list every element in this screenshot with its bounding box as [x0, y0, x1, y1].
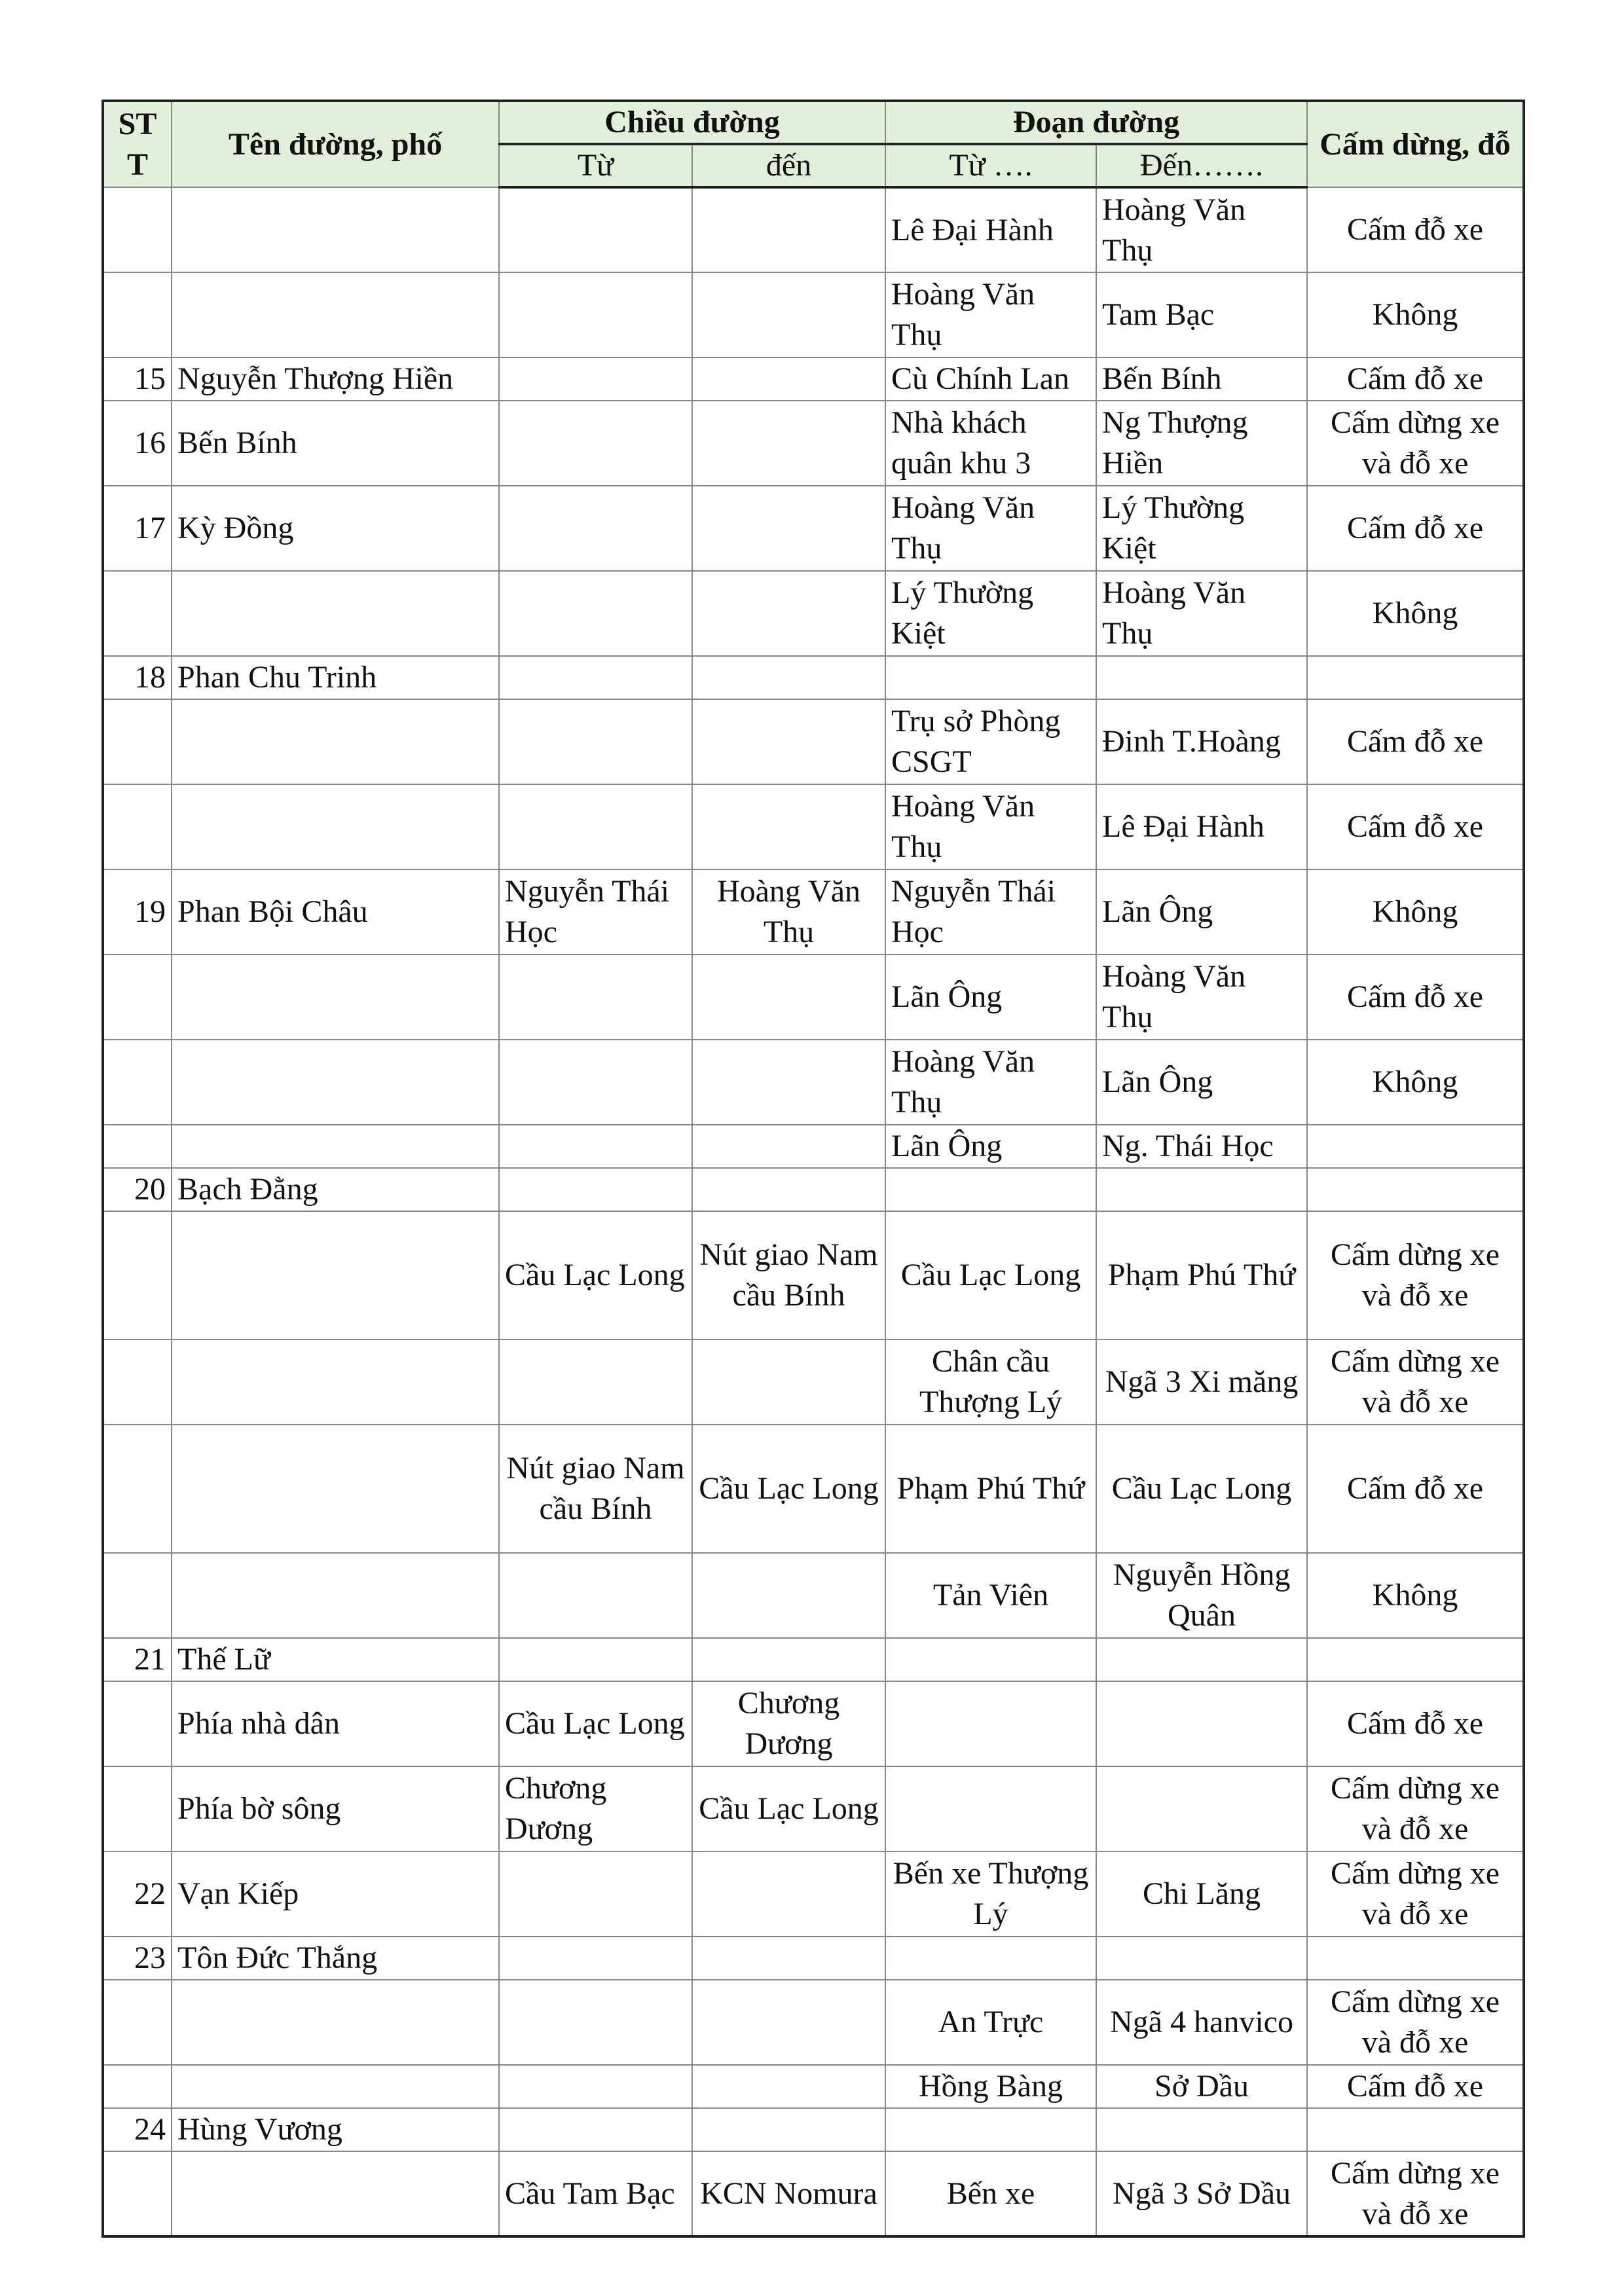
- header-direction-to: đến: [692, 144, 885, 187]
- table-row: [103, 1681, 1524, 1766]
- row-segment-to: Ngã 3 Sở Dầu: [1096, 2151, 1307, 2236]
- row-segment-from: [885, 2108, 1096, 2151]
- row-segment-to: Hoàng Văn Thụ: [1096, 571, 1307, 656]
- row-stt: [103, 1040, 172, 1125]
- row-street-name: [172, 1553, 499, 1638]
- row-segment-from: [885, 1681, 1096, 1766]
- row-stt: [103, 699, 172, 784]
- row-stt: 22: [103, 1851, 172, 1937]
- row-stt: 18: [103, 656, 172, 699]
- row-direction-to: [692, 1339, 885, 1425]
- header-direction: Chiều đường: [499, 101, 885, 144]
- header-restriction: Cấm dừng, đỗ: [1307, 101, 1524, 187]
- row-segment-from: Hoàng Văn Thụ: [885, 486, 1096, 571]
- row-direction-from: [499, 1125, 692, 1168]
- row-direction-from: [499, 955, 692, 1040]
- row-direction-from: [499, 1339, 692, 1425]
- row-stt: [103, 1980, 172, 2065]
- row-direction-to: [692, 955, 885, 1040]
- row-street-name: [172, 272, 499, 357]
- row-stt: 15: [103, 357, 172, 401]
- row-direction-from: [499, 486, 692, 571]
- row-stt: [103, 1125, 172, 1168]
- row-direction-from: Cầu Lạc Long: [499, 1681, 692, 1766]
- row-stt: [103, 1339, 172, 1425]
- table-row: [103, 869, 1524, 955]
- table-row: [103, 272, 1524, 357]
- table-row: [103, 571, 1524, 656]
- table-row: [103, 357, 1524, 401]
- row-street-name: Thế Lữ: [172, 1638, 499, 1681]
- row-street-name: [172, 1980, 499, 2065]
- row-segment-from: Lý Thường Kiệt: [885, 571, 1096, 656]
- row-segment-to: Cầu Lạc Long: [1096, 1425, 1307, 1553]
- row-restriction: Cấm đỗ xe: [1307, 486, 1524, 571]
- table-row: [103, 1766, 1524, 1851]
- row-segment-from: Lê Đại Hành: [885, 187, 1096, 272]
- row-direction-to: Hoàng Văn Thụ: [692, 869, 885, 955]
- row-restriction: Cấm dừng xe và đỗ xe: [1307, 1766, 1524, 1851]
- row-direction-from: [499, 1638, 692, 1681]
- table-row: [103, 2065, 1524, 2108]
- row-street-name: Vạn Kiếp: [172, 1851, 499, 1937]
- row-segment-to: [1096, 2108, 1307, 2151]
- row-direction-from: Cầu Tam Bạc: [499, 2151, 692, 2236]
- row-segment-from: [885, 656, 1096, 699]
- row-direction-to: [692, 401, 885, 486]
- row-segment-to: Phạm Phú Thứ: [1096, 1211, 1307, 1339]
- row-street-name: Phan Bội Châu: [172, 869, 499, 955]
- row-direction-to: Nút giao Nam cầu Bính: [692, 1211, 885, 1339]
- row-stt: [103, 187, 172, 272]
- table-row: [103, 1553, 1524, 1638]
- row-segment-to: Đinh T.Hoàng: [1096, 699, 1307, 784]
- row-direction-from: [499, 699, 692, 784]
- row-segment-to: Ngã 3 Xi măng: [1096, 1339, 1307, 1425]
- row-direction-to: [692, 1980, 885, 2065]
- row-segment-from: Lãn Ông: [885, 955, 1096, 1040]
- row-direction-to: [692, 571, 885, 656]
- row-street-name: Phía bờ sông: [172, 1766, 499, 1851]
- row-segment-to: Lê Đại Hành: [1096, 784, 1307, 869]
- row-street-name: [172, 1425, 499, 1553]
- table-row: [103, 1425, 1524, 1553]
- row-restriction: Cấm dừng xe và đỗ xe: [1307, 1211, 1524, 1339]
- row-direction-from: [499, 1040, 692, 1125]
- row-street-name: [172, 1211, 499, 1339]
- table-row: [103, 955, 1524, 1040]
- row-stt: 17: [103, 486, 172, 571]
- row-restriction: Không: [1307, 272, 1524, 357]
- row-street-name: [172, 1040, 499, 1125]
- row-direction-to: [692, 1125, 885, 1168]
- row-direction-from: [499, 357, 692, 401]
- row-segment-from: Chân cầu Thượng Lý: [885, 1339, 1096, 1425]
- row-restriction: [1307, 1125, 1524, 1168]
- row-restriction: Không: [1307, 1040, 1524, 1125]
- row-street-name: [172, 784, 499, 869]
- table-row: [103, 2151, 1524, 2236]
- table-row: [103, 1937, 1524, 1980]
- table-row: [103, 401, 1524, 486]
- row-segment-to: Bến Bính: [1096, 357, 1307, 401]
- row-restriction: Không: [1307, 869, 1524, 955]
- row-direction-from: Cầu Lạc Long: [499, 1211, 692, 1339]
- table-row: [103, 1125, 1524, 1168]
- row-direction-to: [692, 187, 885, 272]
- row-stt: 23: [103, 1937, 172, 1980]
- row-direction-from: [499, 1553, 692, 1638]
- row-direction-to: [692, 1937, 885, 1980]
- row-segment-from: Hoàng Văn Thụ: [885, 272, 1096, 357]
- row-direction-to: [692, 1168, 885, 1211]
- row-direction-to: [692, 784, 885, 869]
- row-restriction: Cấm đỗ xe: [1307, 784, 1524, 869]
- header-direction-from: Từ: [499, 144, 692, 187]
- row-stt: [103, 1425, 172, 1553]
- row-restriction: [1307, 1168, 1524, 1211]
- row-segment-from: Cầu Lạc Long: [885, 1211, 1096, 1339]
- row-segment-to: Chi Lăng: [1096, 1851, 1307, 1937]
- row-segment-to: Ng Thượng Hiền: [1096, 401, 1307, 486]
- table-row: [103, 1211, 1524, 1339]
- header-segment-to: Đến…….: [1096, 144, 1307, 187]
- table-row: [103, 699, 1524, 784]
- row-segment-from: Trụ sở Phòng CSGT: [885, 699, 1096, 784]
- row-segment-from: An Trực: [885, 1980, 1096, 2065]
- row-segment-from: Cù Chính Lan: [885, 357, 1096, 401]
- row-stt: [103, 2065, 172, 2108]
- row-stt: [103, 571, 172, 656]
- row-direction-to: [692, 1040, 885, 1125]
- table-row: [103, 1851, 1524, 1937]
- row-direction-from: [499, 656, 692, 699]
- traffic-restriction-table: [101, 100, 1525, 2238]
- row-segment-to: Nguyễn Hồng Quân: [1096, 1553, 1307, 1638]
- table-row: [103, 1040, 1524, 1125]
- table-row: [103, 784, 1524, 869]
- row-direction-from: Chương Dương: [499, 1766, 692, 1851]
- row-segment-from: Hồng Bàng: [885, 2065, 1096, 2108]
- row-direction-from: [499, 1980, 692, 2065]
- row-direction-from: [499, 2065, 692, 2108]
- header-stt: STT: [103, 101, 172, 187]
- row-segment-to: [1096, 1681, 1307, 1766]
- row-stt: [103, 1766, 172, 1851]
- table-row: [103, 187, 1524, 272]
- row-segment-from: Nguyễn Thái Học: [885, 869, 1096, 955]
- row-restriction: Cấm dừng xe và đỗ xe: [1307, 1980, 1524, 2065]
- row-direction-to: [692, 357, 885, 401]
- row-restriction: [1307, 656, 1524, 699]
- row-segment-from: [885, 1766, 1096, 1851]
- table-row: [103, 1980, 1524, 2065]
- row-direction-to: [692, 656, 885, 699]
- table-row: [103, 656, 1524, 699]
- row-segment-to: Lãn Ông: [1096, 1040, 1307, 1125]
- row-restriction: Không: [1307, 571, 1524, 656]
- row-street-name: Kỳ Đồng: [172, 486, 499, 571]
- row-restriction: Cấm dừng xe và đỗ xe: [1307, 401, 1524, 486]
- row-stt: 21: [103, 1638, 172, 1681]
- row-direction-to: [692, 1638, 885, 1681]
- row-segment-to: Tam Bạc: [1096, 272, 1307, 357]
- row-street-name: [172, 2151, 499, 2236]
- row-restriction: Cấm dừng xe và đỗ xe: [1307, 1339, 1524, 1425]
- row-restriction: [1307, 2108, 1524, 2151]
- row-street-name: [172, 1125, 499, 1168]
- row-restriction: Cấm đỗ xe: [1307, 1425, 1524, 1553]
- table-row: [103, 2108, 1524, 2151]
- row-segment-from: Bến xe: [885, 2151, 1096, 2236]
- table-row: [103, 1638, 1524, 1681]
- row-direction-from: [499, 272, 692, 357]
- row-segment-to: Sở Dầu: [1096, 2065, 1307, 2108]
- row-restriction: Cấm dừng xe và đỗ xe: [1307, 1851, 1524, 1937]
- row-street-name: [172, 187, 499, 272]
- row-direction-to: [692, 1553, 885, 1638]
- row-restriction: Cấm đỗ xe: [1307, 187, 1524, 272]
- table-row: [103, 486, 1524, 571]
- row-restriction: Cấm đỗ xe: [1307, 1681, 1524, 1766]
- row-street-name: Bạch Đằng: [172, 1168, 499, 1211]
- row-stt: [103, 2151, 172, 2236]
- row-direction-to: [692, 272, 885, 357]
- row-direction-to: Cầu Lạc Long: [692, 1425, 885, 1553]
- row-segment-to: Lý Thường Kiệt: [1096, 486, 1307, 571]
- row-restriction: Cấm đỗ xe: [1307, 357, 1524, 401]
- row-direction-from: [499, 187, 692, 272]
- row-direction-to: [692, 2065, 885, 2108]
- row-restriction: Cấm dừng xe và đỗ xe: [1307, 2151, 1524, 2236]
- row-direction-to: Chương Dương: [692, 1681, 885, 1766]
- row-street-name: [172, 2065, 499, 2108]
- row-direction-from: [499, 1851, 692, 1937]
- header-street: Tên đường, phố: [172, 101, 499, 187]
- row-street-name: Nguyễn Thượng Hiền: [172, 357, 499, 401]
- row-direction-to: Cầu Lạc Long: [692, 1766, 885, 1851]
- header-segment: Đoạn đường: [885, 101, 1307, 144]
- row-direction-from: [499, 784, 692, 869]
- row-street-name: [172, 1339, 499, 1425]
- row-restriction: Cấm đỗ xe: [1307, 699, 1524, 784]
- row-direction-to: [692, 1851, 885, 1937]
- row-direction-from: [499, 401, 692, 486]
- row-direction-from: Nút giao Nam cầu Bính: [499, 1425, 692, 1553]
- row-restriction: [1307, 1937, 1524, 1980]
- row-stt: [103, 1553, 172, 1638]
- row-stt: [103, 272, 172, 357]
- row-segment-to: Hoàng Văn Thụ: [1096, 955, 1307, 1040]
- row-stt: 16: [103, 401, 172, 486]
- row-restriction: [1307, 1638, 1524, 1681]
- row-direction-from: [499, 1168, 692, 1211]
- header-segment-from: Từ ….: [885, 144, 1096, 187]
- row-segment-from: Tản Viên: [885, 1553, 1096, 1638]
- row-segment-from: Hoàng Văn Thụ: [885, 784, 1096, 869]
- row-segment-to: [1096, 1937, 1307, 1980]
- row-restriction: Không: [1307, 1553, 1524, 1638]
- row-stt: [103, 1681, 172, 1766]
- row-restriction: Cấm đỗ xe: [1307, 2065, 1524, 2108]
- row-direction-from: [499, 1937, 692, 1980]
- row-segment-to: Hoàng Văn Thụ: [1096, 187, 1307, 272]
- row-stt: 19: [103, 869, 172, 955]
- row-direction-to: [692, 699, 885, 784]
- row-direction-from: Nguyễn Thái Học: [499, 869, 692, 955]
- row-segment-from: [885, 1168, 1096, 1211]
- row-stt: [103, 784, 172, 869]
- row-street-name: [172, 699, 499, 784]
- row-direction-to: KCN Nomura: [692, 2151, 885, 2236]
- row-direction-from: [499, 2108, 692, 2151]
- row-direction-from: [499, 571, 692, 656]
- row-segment-to: Lãn Ông: [1096, 869, 1307, 955]
- row-segment-to: [1096, 1168, 1307, 1211]
- row-restriction: Cấm đỗ xe: [1307, 955, 1524, 1040]
- row-segment-from: [885, 1937, 1096, 1980]
- row-street-name: Bến Bính: [172, 401, 499, 486]
- table-row: [103, 1339, 1524, 1425]
- row-street-name: Phía nhà dân: [172, 1681, 499, 1766]
- row-stt: [103, 955, 172, 1040]
- row-segment-from: Lãn Ông: [885, 1125, 1096, 1168]
- row-segment-from: Nhà khách quân khu 3: [885, 401, 1096, 486]
- row-segment-to: [1096, 1638, 1307, 1681]
- row-street-name: [172, 571, 499, 656]
- row-segment-from: Hoàng Văn Thụ: [885, 1040, 1096, 1125]
- row-direction-to: [692, 2108, 885, 2151]
- row-street-name: Hùng Vương: [172, 2108, 499, 2151]
- row-segment-from: Bến xe Thượng Lý: [885, 1851, 1096, 1937]
- row-segment-from: [885, 1638, 1096, 1681]
- row-direction-to: [692, 486, 885, 571]
- row-street-name: Tôn Đức Thắng: [172, 1937, 499, 1980]
- row-street-name: Phan Chu Trinh: [172, 656, 499, 699]
- row-stt: [103, 1211, 172, 1339]
- row-street-name: [172, 955, 499, 1040]
- row-segment-to: Ngã 4 hanvico: [1096, 1980, 1307, 2065]
- table-row: [103, 1168, 1524, 1211]
- row-segment-to: Ng. Thái Học: [1096, 1125, 1307, 1168]
- row-segment-to: [1096, 656, 1307, 699]
- row-stt: 24: [103, 2108, 172, 2151]
- row-segment-to: [1096, 1766, 1307, 1851]
- row-segment-from: Phạm Phú Thứ: [885, 1425, 1096, 1553]
- row-stt: 20: [103, 1168, 172, 1211]
